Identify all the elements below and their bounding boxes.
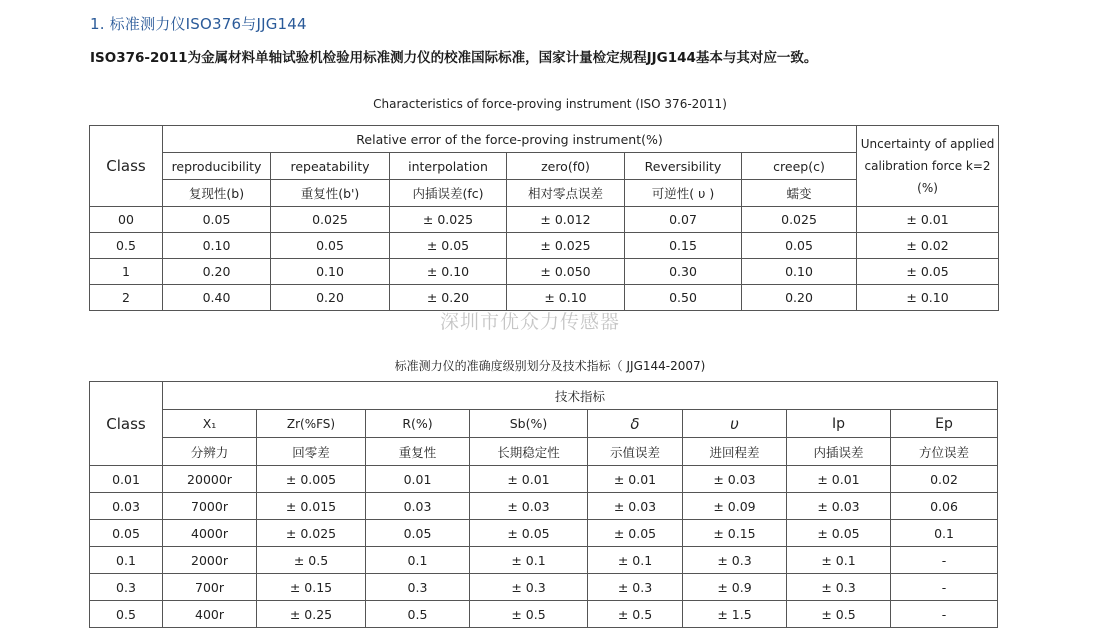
col-header-en: reproducibility [163, 153, 271, 180]
table-cell: 00 [90, 207, 163, 233]
table-cell: ± 0.03 [787, 493, 891, 520]
table-cell: 0.30 [625, 259, 742, 285]
table-cell: ± 0.1 [787, 547, 891, 574]
iso376-characteristics-table [89, 125, 999, 311]
table-cell: 0.10 [163, 233, 271, 259]
table-cell: ± 0.01 [588, 466, 683, 493]
table-cell: ± 0.10 [857, 285, 999, 311]
uncertainty-header: Uncertainty of applied calibration force k=2 (%) [857, 126, 999, 207]
table-cell: 0.40 [163, 285, 271, 311]
table-cell: ± 0.05 [470, 520, 588, 547]
table-cell: ± 0.25 [257, 601, 366, 628]
col-header-symbol: R(%) [366, 410, 470, 438]
table-cell: 0.3 [90, 574, 163, 601]
table-cell: 0.10 [271, 259, 390, 285]
col-header-symbol: X₁ [163, 410, 257, 438]
relative-error-header: Relative error of the force-proving instrument(%) [163, 126, 857, 153]
col-header-zh: 内插误差 [787, 438, 891, 466]
table-cell: ± 0.005 [257, 466, 366, 493]
table-cell: 0.05 [742, 233, 857, 259]
col-header-symbol: Sb(%) [470, 410, 588, 438]
col-header-zh: 分辨力 [163, 438, 257, 466]
col-header-en: zero(f0) [507, 153, 625, 180]
col-header-zh: 进回程差 [683, 438, 787, 466]
table-cell: 0.01 [90, 466, 163, 493]
table-cell: 0.1 [90, 547, 163, 574]
table-cell: ± 0.05 [390, 233, 507, 259]
table-row [90, 233, 999, 259]
table-cell: ± 0.9 [683, 574, 787, 601]
table-cell: ± 0.15 [683, 520, 787, 547]
table-cell: ± 0.10 [507, 285, 625, 311]
table-cell: 0.03 [90, 493, 163, 520]
col-header-zh: 回零差 [257, 438, 366, 466]
table-cell: ± 0.3 [683, 547, 787, 574]
table-cell: 0.15 [625, 233, 742, 259]
table-cell: ± 0.025 [257, 520, 366, 547]
col-header-zh: 方位误差 [891, 438, 998, 466]
table-cell: 0.025 [271, 207, 390, 233]
table-cell: ± 0.5 [588, 601, 683, 628]
table-cell: ± 0.05 [588, 520, 683, 547]
table-cell: ± 0.050 [507, 259, 625, 285]
table-cell: ± 0.02 [857, 233, 999, 259]
table-cell: 0.1 [366, 547, 470, 574]
table-cell: 2000r [163, 547, 257, 574]
table-cell: 0.05 [90, 520, 163, 547]
col-header-zh: 复现性(b) [163, 180, 271, 207]
table-cell: ± 0.01 [470, 466, 588, 493]
table-cell: ± 0.015 [257, 493, 366, 520]
table-cell: ± 0.03 [470, 493, 588, 520]
col-header-symbol: δ [588, 410, 683, 438]
table-row [90, 466, 998, 493]
col-header-zh: 蠕变 [742, 180, 857, 207]
table-row [90, 520, 998, 547]
table-cell: 0.02 [891, 466, 998, 493]
table-cell: ± 0.05 [787, 520, 891, 547]
watermark-text: 深圳市优众力传感器 [440, 311, 621, 333]
table-cell: 0.5 [90, 233, 163, 259]
table-row [90, 285, 999, 311]
table-cell: ± 0.05 [857, 259, 999, 285]
table-cell: ± 0.025 [507, 233, 625, 259]
table-cell: ± 0.03 [683, 466, 787, 493]
table-cell: - [891, 601, 998, 628]
col-header-en: interpolation [390, 153, 507, 180]
table-row [90, 547, 998, 574]
col-header-en: creep(c) [742, 153, 857, 180]
table-cell: ± 0.025 [390, 207, 507, 233]
table-cell: 0.3 [366, 574, 470, 601]
col-header-zh: 重复性(b') [271, 180, 390, 207]
col-header-zh: 内插误差(fc) [390, 180, 507, 207]
table-cell: 0.50 [625, 285, 742, 311]
col-header-symbol: Ep [891, 410, 998, 438]
table-row [90, 574, 998, 601]
col-header-zh: 可逆性( υ ) [625, 180, 742, 207]
table-cell: 0.20 [271, 285, 390, 311]
table-cell: ± 0.3 [470, 574, 588, 601]
table-cell: ± 0.09 [683, 493, 787, 520]
table-cell: 0.05 [271, 233, 390, 259]
section-heading: 1. 标准测力仪ISO376与JJG144 [90, 15, 307, 33]
table-cell: ± 0.5 [787, 601, 891, 628]
table-cell: 1 [90, 259, 163, 285]
table-cell: ± 0.20 [390, 285, 507, 311]
table-cell: 700r [163, 574, 257, 601]
table-cell: ± 0.01 [857, 207, 999, 233]
class-header: Class [90, 382, 163, 466]
col-header-en: Reversibility [625, 153, 742, 180]
table-row [90, 207, 999, 233]
table-row [90, 601, 998, 628]
table-cell: 7000r [163, 493, 257, 520]
col-header-zh: 示值误差 [588, 438, 683, 466]
tech-spec-header: 技术指标 [163, 382, 998, 410]
table2-caption: 标准测力仪的准确度级别划分及技术指标（ JJG144-2007) [394, 359, 706, 373]
table-cell: ± 0.3 [787, 574, 891, 601]
table-cell: 0.07 [625, 207, 742, 233]
table-cell: - [891, 574, 998, 601]
jjg144-accuracy-table [89, 381, 998, 628]
table-cell: 0.025 [742, 207, 857, 233]
table-cell: 2 [90, 285, 163, 311]
table-cell: 0.20 [742, 285, 857, 311]
table-cell: ± 0.10 [390, 259, 507, 285]
table-cell: ± 0.5 [257, 547, 366, 574]
table-cell: 0.20 [163, 259, 271, 285]
table-cell: 0.03 [366, 493, 470, 520]
table-cell: 0.01 [366, 466, 470, 493]
col-header-zh: 相对零点误差 [507, 180, 625, 207]
table-cell: ± 0.03 [588, 493, 683, 520]
table-cell: - [891, 547, 998, 574]
table-cell: 0.05 [163, 207, 271, 233]
col-header-zh: 重复性 [366, 438, 470, 466]
table-cell: 0.1 [891, 520, 998, 547]
table-cell: ± 0.3 [588, 574, 683, 601]
table1-caption: Characteristics of force-proving instrument (ISO 376-2011) [373, 97, 727, 111]
table-cell: 0.5 [90, 601, 163, 628]
col-header-symbol: Zr(%FS) [257, 410, 366, 438]
table-row [90, 259, 999, 285]
table-cell: 400r [163, 601, 257, 628]
table-cell: 0.5 [366, 601, 470, 628]
table-cell: ± 0.15 [257, 574, 366, 601]
table-cell: ± 1.5 [683, 601, 787, 628]
table-cell: ± 0.1 [588, 547, 683, 574]
table-cell: 0.05 [366, 520, 470, 547]
class-header: Class [90, 126, 163, 207]
col-header-symbol: υ [683, 410, 787, 438]
table-cell: ± 0.1 [470, 547, 588, 574]
table-cell: 4000r [163, 520, 257, 547]
table-cell: 0.06 [891, 493, 998, 520]
table-cell: 20000r [163, 466, 257, 493]
col-header-symbol: Ip [787, 410, 891, 438]
table-row [90, 493, 998, 520]
col-header-en: repeatability [271, 153, 390, 180]
table-cell: ± 0.01 [787, 466, 891, 493]
intro-paragraph: ISO376-2011为金属材料单轴试验机检验用标准测力仪的校准国际标准，国家计量检定规程JJG144基本与其对应一致。 [90, 50, 818, 66]
table-cell: ± 0.012 [507, 207, 625, 233]
col-header-zh: 长期稳定性 [470, 438, 588, 466]
table-cell: ± 0.5 [470, 601, 588, 628]
table-cell: 0.10 [742, 259, 857, 285]
